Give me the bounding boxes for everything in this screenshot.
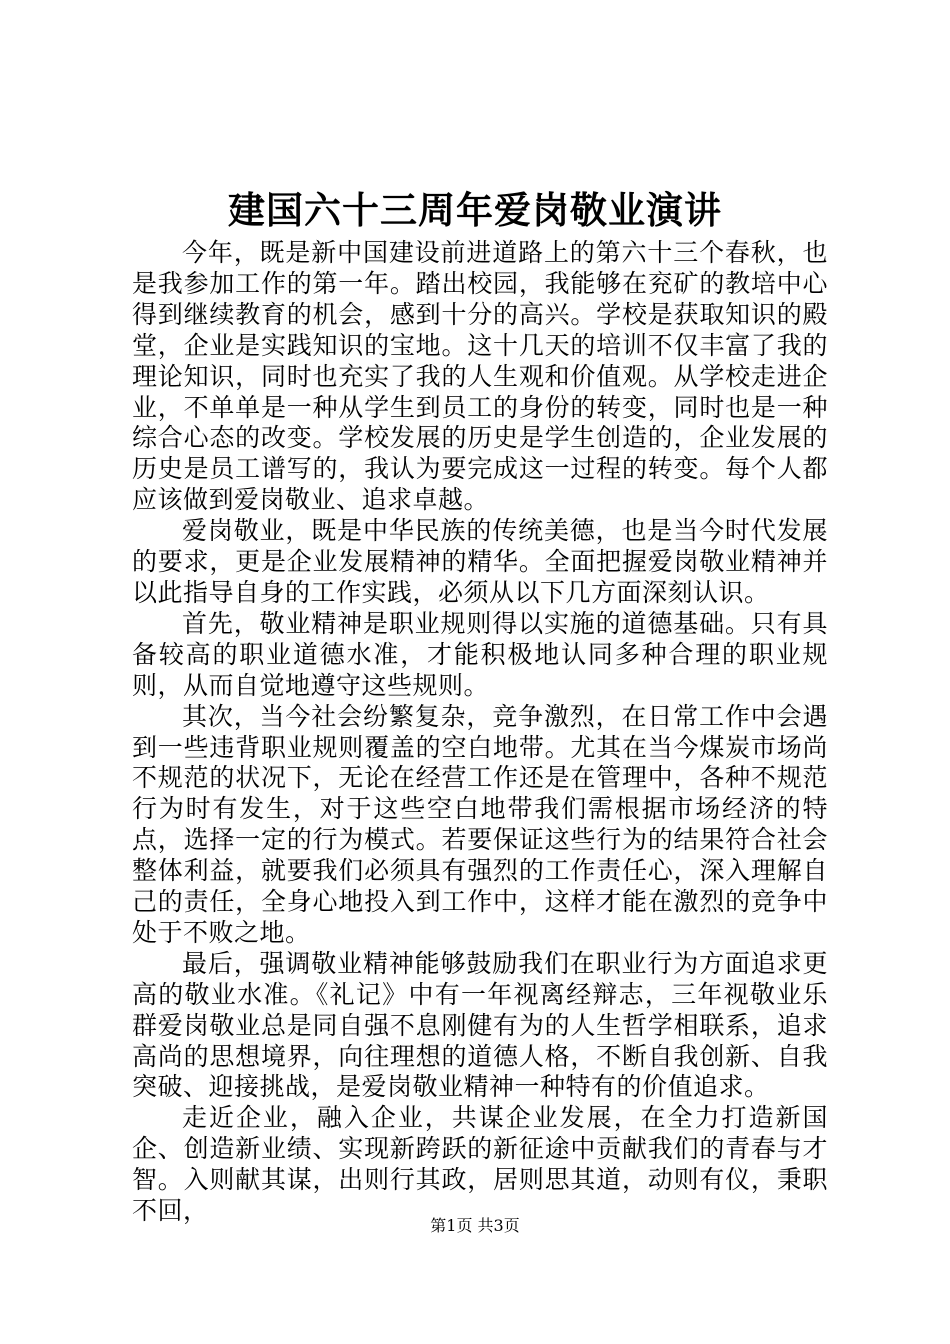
document-body xyxy=(132,238,828,1227)
paragraph: 走近企业，融入企业，共谋企业发展，在全力打造新国企、创造新业绩、实现新跨跃的新征途中贡献我们的青春与才智。入则献其谋，出则行其政，居则思其道，动则有仪，秉职不回， xyxy=(132,1103,828,1226)
paragraph: 最后，强调敬业精神能够鼓励我们在职业行为方面追求更高的敬业水准。《礼记》中有一年视离经辩志，三年视敬业乐群爱岗敬业总是同自强不息刚健有为的人生哲学相联系，追求高尚的思想境界，向往理想的道德人格，不断自我创新、自我突破、迎接挑战，是爱岗敬业精神一种特有的价值追求。 xyxy=(132,948,828,1102)
paragraph: 爱岗敬业，既是中华民族的传统美德，也是当今时代发展的要求，更是企业发展精神的精华。全面把握爱岗敬业精神并以此指导自身的工作实践，必须从以下几方面深刻认识。 xyxy=(132,516,828,607)
page-footer: 第1页 共3页 xyxy=(430,1216,520,1235)
paragraph: 首先，敬业精神是职业规则得以实施的道德基础。只有具备较高的职业道德水准，才能积极地认同多种合理的职业规则，从而自觉地遵守这些规则。 xyxy=(132,608,828,700)
document-title: 建国六十三周年爱岗敬业演讲 xyxy=(228,188,722,232)
paragraph: 今年，既是新中国建设前进道路上的第六十三个春秋，也是我参加工作的第一年。踏出校园，我能够在兖矿的教培中心得到继续教育的机会，感到十分的高兴。学校是获取知识的殿堂，企业是实践知识的宝地。这十几天的培训不仅丰富了我的理论知识，同时也充实了我的人生观和价值观。从学校走进企业，不单单是一种从学生到员工的身份的转变，同时也是一种综合心态的改变。学校发展的历史是学生创造的，企业发展的历史是员工谱写的，我认为要完成这一过程的转变。每个人都应该做到爱岗敬业、追求卓越。 xyxy=(132,238,828,515)
paragraph: 其次，当今社会纷繁复杂，竞争激烈，在日常工作中会遇到一些违背职业规则覆盖的空白地带。尤其在当今煤炭市场尚不规范的状况下，无论在经营工作还是在管理中，各种不规范行为时有发生，对于这些空白地带我们需根据市场经济的特点，选择一定的行为模式。若要保证这些行为的结果符合社会整体利益，就要我们必须具有强烈的工作责任心，深入理解自己的责任，全身心地投入到工作中，这样才能在激烈的竞争中处于不败之地。 xyxy=(132,701,828,947)
